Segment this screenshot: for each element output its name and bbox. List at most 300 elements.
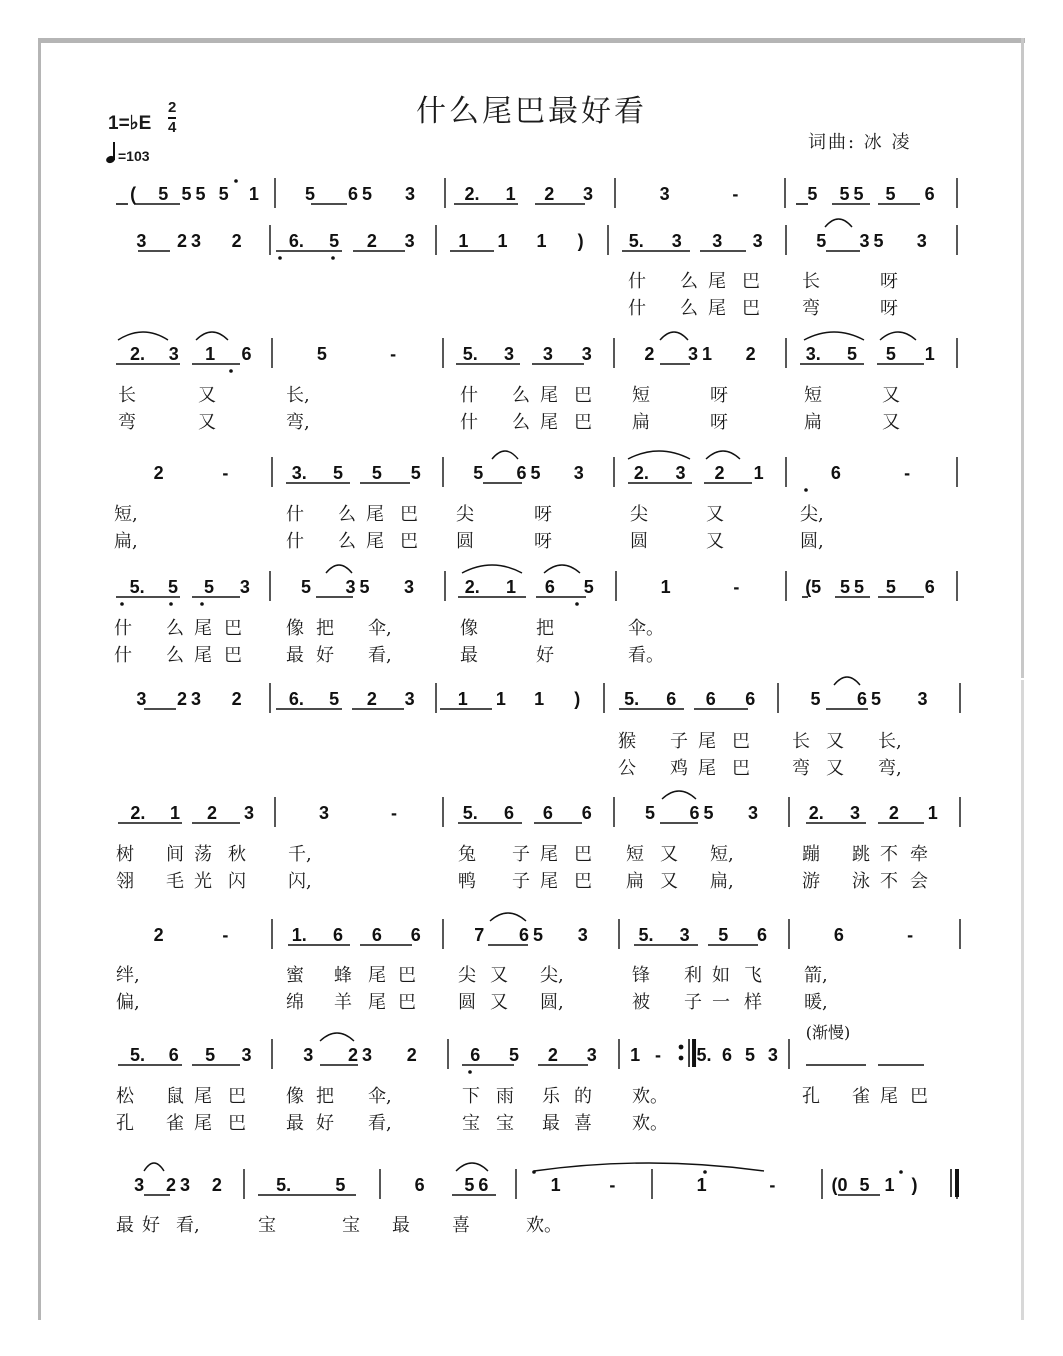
lyric-syllable: 最 bbox=[542, 1113, 560, 1134]
time-signature-bottom: 4 bbox=[168, 119, 177, 136]
lyric-syllable: 圆 bbox=[630, 531, 648, 552]
note-0-0-2-1: 5 bbox=[195, 184, 206, 204]
lyric-syllable: 巴 bbox=[742, 271, 760, 292]
note-1-3-3: 3 bbox=[752, 231, 763, 251]
note-1-0-1-1: 3 bbox=[190, 231, 202, 251]
note-3-0-1: - bbox=[222, 463, 229, 483]
lyric-syllable: 巴 bbox=[574, 412, 592, 433]
note-9-4-0: 1 bbox=[696, 1175, 707, 1195]
octave-low-dot bbox=[169, 602, 173, 606]
note-4-4-0: (5 bbox=[805, 577, 822, 597]
lyric-syllable: 伞, bbox=[368, 1086, 392, 1107]
lyric-syllable: 闪 bbox=[228, 871, 246, 892]
slur bbox=[544, 565, 580, 573]
note-6-3-2: 3 bbox=[747, 803, 758, 823]
note-6-3-0: 5 bbox=[645, 803, 656, 823]
note-7-2-0: 7 bbox=[474, 925, 485, 945]
lyric-syllable: 鸡 bbox=[670, 758, 688, 779]
author-credit: 词曲: 冰 凌 bbox=[808, 132, 912, 153]
note-1-1-2: 2 bbox=[366, 231, 377, 251]
note-4-0-0: 5. bbox=[129, 577, 145, 597]
note-2-2-1: 3 bbox=[504, 344, 515, 364]
note-2-2-0: 5. bbox=[462, 344, 478, 364]
note-7-0-0: 2 bbox=[153, 925, 164, 945]
note-0-4-1-1: 5 bbox=[853, 184, 864, 204]
lyric-syllable: 像 bbox=[460, 618, 478, 639]
lyric-syllable: 弯, bbox=[878, 758, 902, 779]
lyric-syllable: 尾 bbox=[708, 271, 726, 292]
lyric-syllable: 的 bbox=[574, 1086, 592, 1107]
lyric-syllable: 又 bbox=[198, 385, 216, 406]
lyric-syllable: 树 bbox=[116, 844, 134, 865]
lyric-syllable: 什 bbox=[286, 531, 304, 552]
octave-high-dot bbox=[234, 179, 238, 183]
lyric-syllable: 不 bbox=[880, 844, 898, 865]
note-2-0-2: 1 bbox=[205, 344, 216, 364]
lyric-syllable: 伞, bbox=[368, 618, 392, 639]
note-9-5-0: (0 bbox=[831, 1175, 848, 1195]
octave-low-dot bbox=[278, 256, 282, 260]
lyric-syllable: 雀 bbox=[852, 1086, 870, 1107]
lyric-syllable: 么 bbox=[512, 385, 530, 406]
lyric-syllable: 长 bbox=[118, 385, 136, 406]
lyric-syllable: 毛 bbox=[166, 871, 184, 892]
note-2-3-1-0: 3 bbox=[687, 344, 699, 364]
note-0-0-2-0: 5 bbox=[181, 184, 192, 204]
lyric-syllable: 巴 bbox=[224, 645, 242, 666]
lyric-syllable: 尖 bbox=[630, 504, 648, 525]
note-9-2-0: 6 bbox=[414, 1175, 425, 1195]
note-4-4-2: 5 bbox=[885, 577, 896, 597]
note-8-0-1: 6 bbox=[168, 1045, 179, 1065]
note-7-3-0: 5. bbox=[638, 925, 654, 945]
note-2-4-3: 1 bbox=[924, 344, 935, 364]
note-9-2-1-1: 6 bbox=[478, 1175, 489, 1195]
slur bbox=[804, 332, 864, 340]
note-2-2-2: 3 bbox=[542, 344, 553, 364]
note-0-0-4: 1 bbox=[248, 184, 259, 204]
lyric-syllable: 么 bbox=[338, 504, 356, 525]
note-9-2-1-0: 5 bbox=[464, 1175, 475, 1195]
note-7-2-1-1: 5 bbox=[532, 925, 544, 945]
note-9-0-1-1: 3 bbox=[179, 1175, 191, 1195]
note-4-2-3: 5 bbox=[583, 577, 594, 597]
octave-high-dot bbox=[899, 1170, 903, 1174]
note-5-4-0: 5 bbox=[810, 689, 821, 709]
lyric-syllable: 鸭 bbox=[458, 871, 476, 892]
note-7-1-1: 6 bbox=[333, 925, 344, 945]
lyric-syllable: 孔 bbox=[802, 1086, 820, 1107]
lyric-syllable: 尖, bbox=[800, 504, 824, 525]
lyric-syllable: 巴 bbox=[574, 385, 592, 406]
note-9-5-1: 5 bbox=[859, 1175, 870, 1195]
lyric-syllable: 尾 bbox=[368, 992, 386, 1013]
lyric-syllable: 绊, bbox=[116, 965, 140, 986]
note-3-1-0: 3. bbox=[291, 463, 307, 483]
slur bbox=[825, 219, 852, 227]
lyric-syllable: 最 bbox=[460, 645, 478, 666]
note-7-2-2: 3 bbox=[577, 925, 588, 945]
note-2-0-0: 2. bbox=[129, 344, 145, 364]
lyric-syllable: 又 bbox=[826, 731, 844, 752]
note-8-0-2: 5 bbox=[205, 1045, 216, 1065]
note-4-4-1-0: 5 bbox=[840, 577, 851, 597]
lyric-syllable: 会 bbox=[910, 871, 928, 892]
lyric-syllable: 泳 bbox=[852, 871, 870, 892]
lyric-syllable: 看, bbox=[368, 1113, 392, 1134]
lyric-syllable: 一 bbox=[712, 992, 730, 1013]
note-1-2-0: 1 bbox=[458, 231, 469, 251]
note-8-2-0: 6 bbox=[470, 1045, 481, 1065]
note-0-0-3: 5 bbox=[218, 184, 229, 204]
note-6-4-2: 2 bbox=[888, 803, 899, 823]
lyric-syllable: 尾 bbox=[368, 965, 386, 986]
lyric-syllable: 把 bbox=[536, 618, 554, 639]
note-1-1-0: 6. bbox=[288, 231, 304, 251]
note-8-3-6: 3 bbox=[767, 1045, 778, 1065]
note-9-4-1: - bbox=[769, 1175, 776, 1195]
lyric-syllable: 么 bbox=[680, 298, 698, 319]
lyric-syllable: 尾 bbox=[366, 504, 384, 525]
lyric-syllable: 长, bbox=[878, 731, 902, 752]
lyric-syllable: 好 bbox=[316, 645, 334, 666]
note-2-4-0: 3. bbox=[805, 344, 821, 364]
note-0-0-1: 5 bbox=[158, 184, 169, 204]
lyric-syllable: 尾 bbox=[698, 758, 716, 779]
lyric-syllable: 么 bbox=[166, 645, 184, 666]
lyric-syllable: 巴 bbox=[574, 871, 592, 892]
lyric-syllable: 尖 bbox=[458, 965, 476, 986]
lyric-syllable: 圆 bbox=[458, 992, 476, 1013]
lyric-syllable: 什 bbox=[114, 645, 132, 666]
lyric-syllable: 又 bbox=[490, 965, 508, 986]
note-0-1-0: 5 bbox=[304, 184, 316, 204]
note-4-0-1: 5 bbox=[168, 577, 179, 597]
lyric-syllable: 不 bbox=[880, 871, 898, 892]
note-0-2-1: 1 bbox=[505, 184, 516, 204]
lyric-syllable: 闪, bbox=[288, 871, 312, 892]
lyric-syllable: 兔 bbox=[458, 844, 476, 865]
note-6-1-0: 3 bbox=[318, 803, 330, 823]
lyric-syllable: 尾 bbox=[194, 1113, 212, 1134]
lyric-syllable: 短 bbox=[632, 385, 650, 406]
note-7-3-1: 3 bbox=[679, 925, 690, 945]
note-4-3-0: 1 bbox=[660, 577, 671, 597]
lyric-syllable: 喜 bbox=[452, 1215, 470, 1236]
lyric-syllable: 呀 bbox=[534, 531, 552, 552]
lyric-syllable: 子 bbox=[512, 871, 530, 892]
note-8-1-0: 3 bbox=[303, 1045, 314, 1065]
lyric-syllable: 巴 bbox=[400, 531, 418, 552]
note-6-4-1: 3 bbox=[850, 803, 861, 823]
lyric-syllable: 箭, bbox=[804, 965, 828, 986]
lyric-syllable: 好 bbox=[142, 1215, 160, 1236]
lyric-syllable: 飞 bbox=[744, 965, 762, 986]
lyric-syllable: 雀 bbox=[166, 1113, 184, 1134]
lyric-syllable: 样 bbox=[744, 992, 762, 1013]
note-8-3-0: 1 bbox=[630, 1045, 641, 1065]
note-0-4-1-0: 5 bbox=[839, 184, 850, 204]
lyric-syllable: 巴 bbox=[228, 1113, 246, 1134]
lyric-syllable: 巴 bbox=[742, 298, 760, 319]
lyric-syllable: 尖, bbox=[540, 965, 564, 986]
lyric-syllable: 又 bbox=[882, 412, 900, 433]
note-7-1-3: 6 bbox=[410, 925, 421, 945]
lyric-syllable: 长 bbox=[802, 271, 820, 292]
note-4-4-1-1: 5 bbox=[854, 577, 865, 597]
note-3-2-2: 3 bbox=[573, 463, 584, 483]
lyric-syllable: 好 bbox=[316, 1113, 334, 1134]
note-7-2-1-0: 6 bbox=[518, 925, 530, 945]
lyric-syllable: 么 bbox=[512, 412, 530, 433]
note-2-1-0: 5 bbox=[316, 344, 327, 364]
note-9-0-2: 2 bbox=[211, 1175, 222, 1195]
lyric-syllable: 欢。 bbox=[632, 1086, 668, 1107]
note-0-3-0: 3 bbox=[659, 184, 670, 204]
lyric-syllable: 好 bbox=[536, 645, 554, 666]
lyric-syllable: 间 bbox=[166, 844, 184, 865]
lyric-syllable: 子 bbox=[684, 992, 702, 1013]
note-5-2-1: 1 bbox=[495, 689, 506, 709]
note-4-2-2: 6 bbox=[544, 577, 555, 597]
lyric-syllable: 喜 bbox=[574, 1113, 592, 1134]
lyric-syllable: 什 bbox=[628, 271, 646, 292]
note-7-3-2: 5 bbox=[718, 925, 729, 945]
note-1-4-2: 3 bbox=[916, 231, 927, 251]
lyric-syllable: 又 bbox=[660, 844, 678, 865]
note-8-1-2: 2 bbox=[406, 1045, 417, 1065]
note-3-4-1: - bbox=[904, 463, 911, 483]
lyric-syllable: 短, bbox=[114, 504, 138, 525]
note-5-0-1-0: 2 bbox=[176, 689, 188, 709]
slur bbox=[462, 565, 522, 573]
lyric-syllable: 么 bbox=[166, 618, 184, 639]
note-0-2-2: 2 bbox=[544, 184, 555, 204]
slur bbox=[326, 565, 352, 573]
note-5-4-1-0: 6 bbox=[856, 689, 868, 709]
note-4-4-3: 6 bbox=[924, 577, 935, 597]
note-4-0-3: 3 bbox=[239, 577, 250, 597]
note-6-2-3: 6 bbox=[581, 803, 592, 823]
lyric-syllable: 又 bbox=[826, 758, 844, 779]
lyric-syllable: 尾 bbox=[698, 731, 716, 752]
octave-low-dot bbox=[468, 1070, 472, 1074]
note-7-1-0: 1. bbox=[291, 925, 307, 945]
note-3-3-3: 1 bbox=[753, 463, 764, 483]
octave-low-dot bbox=[229, 369, 233, 373]
note-8-3-1: - bbox=[655, 1045, 662, 1065]
note-6-0-1: 1 bbox=[169, 803, 180, 823]
note-1-1-1: 5 bbox=[329, 231, 340, 251]
lyric-syllable: 扁 bbox=[626, 871, 644, 892]
slur bbox=[834, 677, 860, 685]
note-9-5-2: 1 bbox=[884, 1175, 895, 1195]
lyric-syllable: 宝 bbox=[258, 1215, 276, 1236]
note-4-2-1: 1 bbox=[506, 577, 517, 597]
tempo-value: =103 bbox=[118, 148, 150, 164]
note-3-0-0: 2 bbox=[153, 463, 164, 483]
lyric-syllable: 又 bbox=[706, 504, 724, 525]
note-4-1-2: 3 bbox=[403, 577, 414, 597]
song-title: 什么尾巴最好看 bbox=[416, 94, 647, 129]
lyric-syllable: 尾 bbox=[194, 645, 212, 666]
note-1-1-3: 3 bbox=[404, 231, 415, 251]
note-0-4-3: 6 bbox=[924, 184, 935, 204]
lyric-syllable: 被 bbox=[632, 992, 650, 1013]
lyric-syllable: 呀 bbox=[880, 298, 898, 319]
lyric-syllable: 乐 bbox=[542, 1086, 560, 1107]
repeat-dot bbox=[679, 1045, 684, 1050]
note-7-0-1: - bbox=[222, 925, 229, 945]
lyric-syllable: 看。 bbox=[628, 645, 664, 666]
note-2-1-1: - bbox=[390, 344, 397, 364]
note-0-1-1-1: 5 bbox=[361, 184, 373, 204]
lyric-syllable: 巴 bbox=[732, 731, 750, 752]
lyric-syllable: 扁, bbox=[114, 531, 138, 552]
note-8-3-5: 5 bbox=[744, 1045, 755, 1065]
lyric-syllable: 短, bbox=[710, 844, 734, 865]
note-4-1-1-0: 3 bbox=[345, 577, 356, 597]
lyric-syllable: 千, bbox=[288, 844, 312, 865]
lyric-syllable: 雨 bbox=[496, 1086, 514, 1107]
lyric-syllable: 巴 bbox=[224, 618, 242, 639]
lyric-syllable: 孔 bbox=[116, 1113, 134, 1134]
lyric-syllable: 子 bbox=[670, 731, 688, 752]
note-8-2-1: 5 bbox=[509, 1045, 520, 1065]
note-6-0-0: 2. bbox=[130, 803, 146, 823]
octave-low-dot bbox=[120, 602, 124, 606]
lyric-syllable: 长 bbox=[792, 731, 810, 752]
lyric-syllable: 尾 bbox=[708, 298, 726, 319]
note-5-3-2: 6 bbox=[705, 689, 716, 709]
note-1-4-1-0: 3 bbox=[859, 231, 870, 251]
lyric-syllable: 蜜 bbox=[286, 965, 304, 986]
lyric-syllable: 呀 bbox=[534, 504, 552, 525]
lyric-syllable: 松 bbox=[116, 1086, 134, 1107]
lyric-syllable: 最 bbox=[116, 1215, 134, 1236]
lyric-syllable: 宝 bbox=[462, 1113, 480, 1134]
note-5-0-2: 2 bbox=[231, 689, 242, 709]
note-3-3-1: 3 bbox=[675, 463, 686, 483]
note-1-2-2: 1 bbox=[536, 231, 547, 251]
lyric-syllable: 欢。 bbox=[632, 1113, 668, 1134]
slur bbox=[628, 451, 690, 459]
note-8-3-3: 5. bbox=[696, 1045, 712, 1065]
note-8-1-1-0: 2 bbox=[347, 1045, 359, 1065]
lyric-syllable: 尾 bbox=[540, 385, 558, 406]
lyric-syllable: 扁, bbox=[710, 871, 734, 892]
lyric-syllable: 巴 bbox=[910, 1086, 928, 1107]
note-9-5-3: ) bbox=[911, 1175, 918, 1195]
lyric-syllable: 最 bbox=[286, 1113, 304, 1134]
note-8-2-2: 2 bbox=[547, 1045, 558, 1065]
note-6-4-0: 2. bbox=[808, 803, 824, 823]
slur bbox=[118, 332, 168, 340]
note-5-3-1: 6 bbox=[666, 689, 677, 709]
lyric-syllable: 巴 bbox=[574, 844, 592, 865]
lyric-syllable: 最 bbox=[392, 1215, 410, 1236]
lyric-syllable: 巴 bbox=[398, 965, 416, 986]
lyric-syllable: 最 bbox=[286, 645, 304, 666]
note-1-0-2: 2 bbox=[231, 231, 242, 251]
note-1-4-1-1: 5 bbox=[873, 231, 884, 251]
lyric-syllable: 尾 bbox=[540, 871, 558, 892]
slur bbox=[320, 1033, 354, 1041]
note-0-1-1-0: 6 bbox=[347, 184, 359, 204]
slur bbox=[880, 332, 916, 340]
tempo-change-mark: (渐慢) bbox=[805, 1023, 851, 1042]
note-2-4-2: 5 bbox=[885, 344, 896, 364]
note-6-0-2: 2 bbox=[207, 803, 218, 823]
note-3-1-2: 5 bbox=[371, 463, 382, 483]
lyric-syllable: 公 bbox=[618, 758, 636, 779]
note-5-3-3: 6 bbox=[745, 689, 756, 709]
lyric-syllable: 呀 bbox=[880, 271, 898, 292]
note-2-4-1: 5 bbox=[847, 344, 858, 364]
note-5-0-0: 3 bbox=[136, 689, 147, 709]
lyric-syllable: 子 bbox=[512, 844, 530, 865]
note-5-2-2: 1 bbox=[534, 689, 545, 709]
octave-low-dot bbox=[575, 602, 579, 606]
lyric-syllable: 呀 bbox=[710, 385, 728, 406]
slur bbox=[456, 1163, 488, 1171]
lyric-syllable: 圆, bbox=[540, 992, 564, 1013]
note-2-3-1-1: 1 bbox=[701, 344, 713, 364]
slur bbox=[534, 1163, 764, 1171]
note-1-2-3: ) bbox=[577, 231, 584, 251]
note-9-0-0: 3 bbox=[134, 1175, 145, 1195]
note-5-3-0: 5. bbox=[624, 689, 640, 709]
note-3-3-0: 2. bbox=[633, 463, 649, 483]
note-0-1-2: 3 bbox=[404, 184, 416, 204]
note-3-3-2: 2 bbox=[714, 463, 725, 483]
lyric-syllable: 尾 bbox=[194, 1086, 212, 1107]
lyric-syllable: 什 bbox=[460, 385, 478, 406]
lyric-syllable: 扁 bbox=[632, 412, 650, 433]
lyric-syllable: 长, bbox=[286, 385, 310, 406]
lyric-syllable: 尾 bbox=[540, 844, 558, 865]
note-2-2-3: 3 bbox=[581, 344, 592, 364]
note-4-1-1-1: 5 bbox=[359, 577, 370, 597]
note-5-1-1: 5 bbox=[329, 689, 340, 709]
lyric-syllable: 又 bbox=[660, 871, 678, 892]
lyric-syllable: 什 bbox=[628, 298, 646, 319]
lyric-syllable: 巴 bbox=[398, 992, 416, 1013]
note-3-1-1: 5 bbox=[333, 463, 344, 483]
slur bbox=[662, 791, 696, 799]
note-3-2-1-0: 6 bbox=[516, 463, 527, 483]
note-9-1-0: 5. bbox=[276, 1175, 292, 1195]
lyric-syllable: 翎 bbox=[116, 871, 134, 892]
note-0-4-2: 5 bbox=[885, 184, 896, 204]
lyric-syllable: 蹦 bbox=[802, 844, 820, 865]
lyric-syllable: 又 bbox=[882, 385, 900, 406]
time-signature-top: 2 bbox=[168, 99, 177, 116]
note-8-0-3: 3 bbox=[241, 1045, 252, 1065]
note-5-2-3: ) bbox=[574, 689, 581, 709]
octave-low-dot bbox=[200, 602, 204, 606]
lyric-syllable: 尾 bbox=[366, 531, 384, 552]
note-5-4-1-1: 5 bbox=[870, 689, 882, 709]
lyric-syllable: 如 bbox=[712, 965, 730, 986]
note-0-3-1: - bbox=[732, 184, 739, 204]
note-3-1-3: 5 bbox=[410, 463, 421, 483]
lyric-syllable: 锋 bbox=[632, 965, 650, 986]
lyric-syllable: 弯, bbox=[286, 412, 310, 433]
note-6-1-1: - bbox=[391, 803, 397, 823]
note-6-3-1-1: 5 bbox=[703, 803, 714, 823]
note-4-2-0: 2. bbox=[464, 577, 480, 597]
